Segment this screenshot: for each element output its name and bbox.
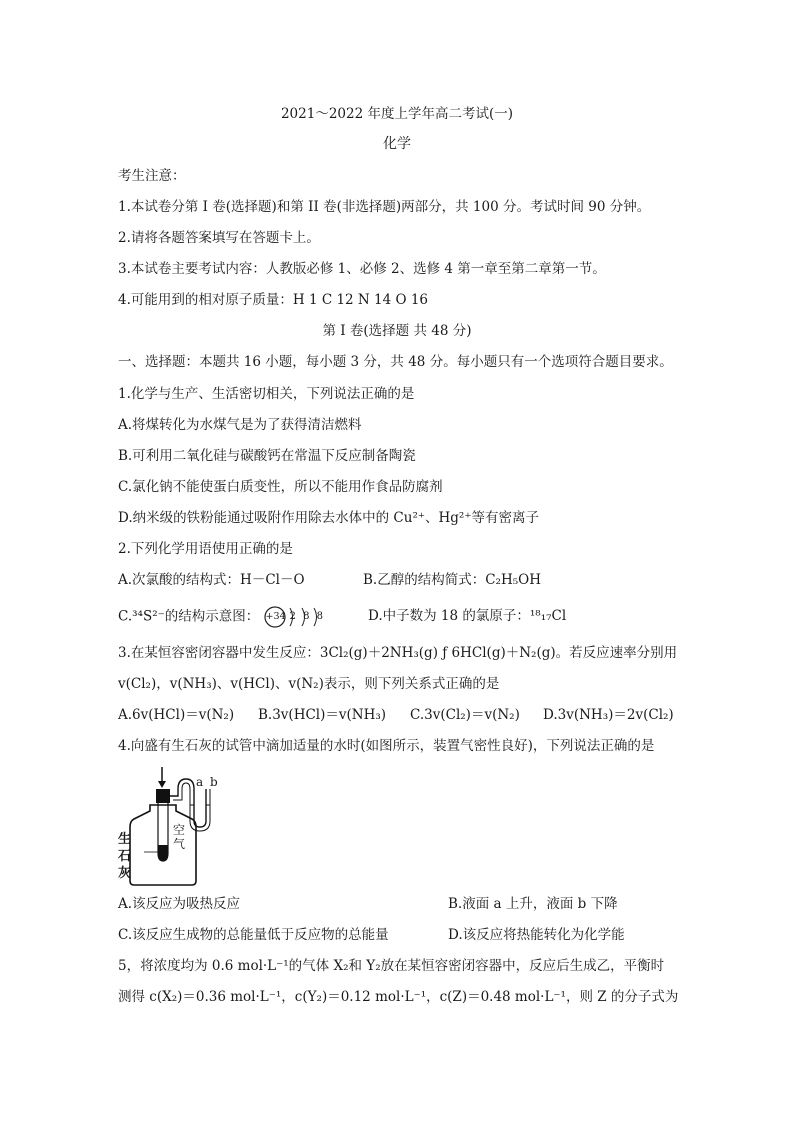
exam-title: 2021～2022 年度上学年高二考试(一) [280, 106, 514, 122]
q2-stem: 2.下列化学用语使用正确的是 [118, 541, 293, 557]
section-title: 第 I 卷(选择题 共 48 分) [322, 323, 472, 339]
q2-option-a: A.次氯酸的结构式：H－Cl－O [118, 572, 305, 588]
q3-stem: 3.在某恒容密闭容器中发生反应：3Cl₂(g)＋2NH₃(g) ƒ 6HCl(g)＋N₂(g)。若反应速率分别用 [118, 645, 678, 661]
q1-option-a: A.将煤转化为水煤气是为了获得清洁燃料 [118, 417, 362, 433]
q5-line1: 5，将浓度均为 0.6 mol·L⁻¹的气体 X₂和 Y₂放在某恒容密闭容器中，反应后生成乙，平衡时 [118, 958, 665, 974]
q2-option-c-prefix: C.³⁴S²⁻的结构示意图： [118, 608, 260, 625]
notice-heading: 考生注意： [118, 168, 186, 184]
q4-option-b: B.液面 a 上升，液面 b 下降 [448, 896, 618, 912]
q2-option-b: B.乙醇的结构简式：C₂H₅OH [363, 572, 541, 588]
q3-stem-cont: v(Cl₂)，v(NH₃)、v(HCl)、v(N₂)表示，则下列关系式正确的是 [118, 676, 500, 692]
label-a: a [196, 775, 204, 789]
atom-structure-diagram [264, 606, 328, 628]
notice-item: 2.请将各题答案填写在答题卡上。 [118, 230, 320, 246]
q3-option-a: A.6v(HCl)＝v(N₂) [118, 707, 235, 723]
notice-item: 1.本试卷分第 I 卷(选择题)和第 II 卷(非选择题)两部分，共 100 分。考试时间 90 分钟。 [118, 199, 651, 215]
apparatus-figure [118, 767, 228, 887]
q1-option-c: C.氯化钠不能使蛋白质变性，所以不能用作食品防腐剂 [118, 479, 443, 495]
q4-option-c: C.该反应生成物的总能量低于反应物的总能量 [118, 927, 389, 943]
q5-line2: 测得 c(X₂)＝0.36 mol·L⁻¹，c(Y₂)＝0.12 mol·L⁻¹，c(Z)＝0.48 mol·L⁻¹，则 Z 的分子式为 [118, 989, 679, 1005]
q4-option-d: D.该反应将热能转化为化学能 [448, 927, 625, 943]
q3-option-d: D.3v(NH₃)＝2v(Cl₂) [543, 707, 674, 723]
subject-title: 化学 [383, 136, 411, 152]
q1-option-d: D.纳米级的铁粉能通过吸附作用除去水体中的 Cu²⁺、Hg²⁺等有密离子 [118, 510, 539, 526]
q4-option-a: A.该反应为吸热反应 [118, 896, 241, 912]
q1-stem: 1.化学与生产、生活密切相关，下列说法正确的是 [118, 386, 415, 402]
label-b: b [210, 775, 218, 789]
label-lime: 生石灰 [118, 832, 132, 881]
q2-option-c [118, 606, 328, 628]
electron-shells: 2 8 8 [289, 611, 325, 622]
section-instruction: 一、选择题：本题共 16 小题，每小题 3 分，共 48 分。每小题只有一个选项符合题目要求。 [118, 354, 673, 370]
q2-option-d: D.中子数为 18 的氯原子：¹⁸₁₇Cl [368, 608, 567, 624]
notice-item: 4.可能用到的相对原子质量：H 1 C 12 N 14 O 16 [118, 292, 429, 308]
label-air: 空气 [173, 823, 186, 851]
nucleus-charge: +34 [265, 611, 286, 622]
q4-stem: 4.向盛有生石灰的试管中滴加适量的水时(如图所示，装置气密性良好)，下列说法正确的是 [118, 738, 655, 754]
q3-option-b: B.3v(HCl)＝v(NH₃) [258, 707, 387, 723]
notice-item: 3.本试卷主要考试内容：人教版必修 1、必修 2、选修 4 第一章至第二章第一节。 [118, 261, 606, 277]
q1-option-b: B.可利用二氧化硅与碳酸钙在常温下反应制备陶瓷 [118, 448, 416, 464]
q3-option-c: C.3v(Cl₂)＝v(N₂) [410, 707, 520, 723]
